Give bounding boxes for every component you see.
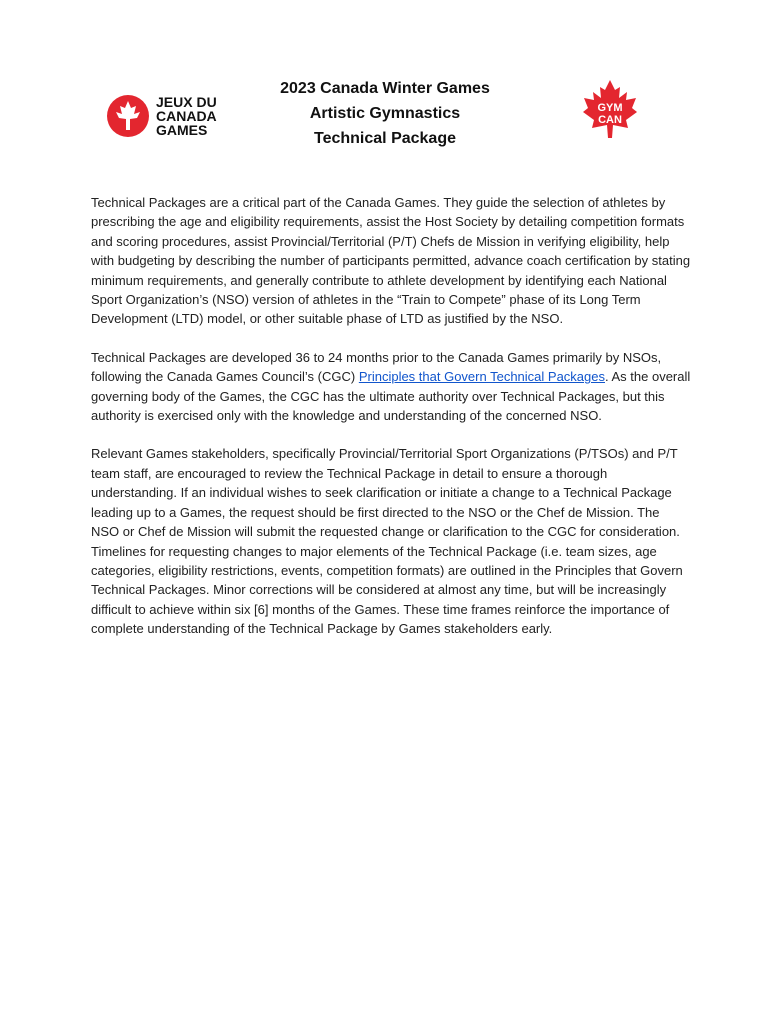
gymcan-maple-leaf-logo [580,78,640,140]
canada-games-logo [106,90,226,142]
title-line-1: 2023 Canada Winter Games [280,80,490,97]
title-line-3: Technical Package [314,130,456,147]
paragraph-text-after-link: . As the overall governing body of the Games, the CGC has the ultimate authority over Technical Packages, but this authority is exercised only with the knowledge and understanding of the concerned NSO. [91,369,691,424]
principles-link[interactable]: Principles that Govern Technical Packages [358,369,605,385]
logo-text-line1: JEUX DU [156,94,217,110]
gymcan-text-line1: GYM [597,102,623,114]
document-title-block [240,76,530,151]
intro-paragraph: Technical Packages are a critical part of the Canada Games. They guide the selection of athletes by prescribing the age and eligibility requirements, assist the Host Society by detailing competition formats and scoring procedures, assist Provincial/Territorial (P/T) Chefs de Mission in verifying eligibility, help with budgeting by describing the number of participants permitted, advance coach certification by stating minimum requirements, and generally contribute to athlete development by identifying each National Sport Organization’s (NSO) version of athletes in the “Train to Compete” phase of its Long Term Development (LTD) model, or other suitable phase of LTD as justified by the NSO. [91,195,691,327]
stakeholders-paragraph: Relevant Games stakeholders, specifically Provincial/Territorial Sport Organizations (P/TSOs) and P/T team staff, are encouraged to review the Technical Package in detail to ensure a thorough understanding. If an individual wishes to seek clarification or initiate a change to a Technical Package leading up to a Games, the request should be first directed to the NSO or the Chef de Mission. The NSO or Chef de Mission will submit the requested change or clarification to the CGC for consideration. Timelines for requesting changes to major elements of the Technical Package (i.e. team sizes, age categories, eligibility restrictions, events, competition formats) are outlined in the Principles that Govern Technical Packages. Minor corrections will be considered at almost any time, but will be increasingly difficult to achieve within six [6] months of the Games. These time frames reinforce the importance of complete understanding of the Technical Package by Games stakeholders early. [91,446,683,637]
page-header [0,0,770,170]
gymcan-text-line2: CAN [598,114,622,126]
logo-text-line3: GAMES [156,122,208,138]
development-paragraph [91,348,691,426]
paragraph-text-before-link: Technical Packages are developed 36 to 24 months prior to the Canada Games primarily by NSOs, following the Canada Games Council’s (CGC) [91,349,662,385]
document-body [91,193,691,658]
title-line-2: Artistic Gymnastics [309,105,461,122]
logo-text-line2: CANADA [156,108,217,124]
